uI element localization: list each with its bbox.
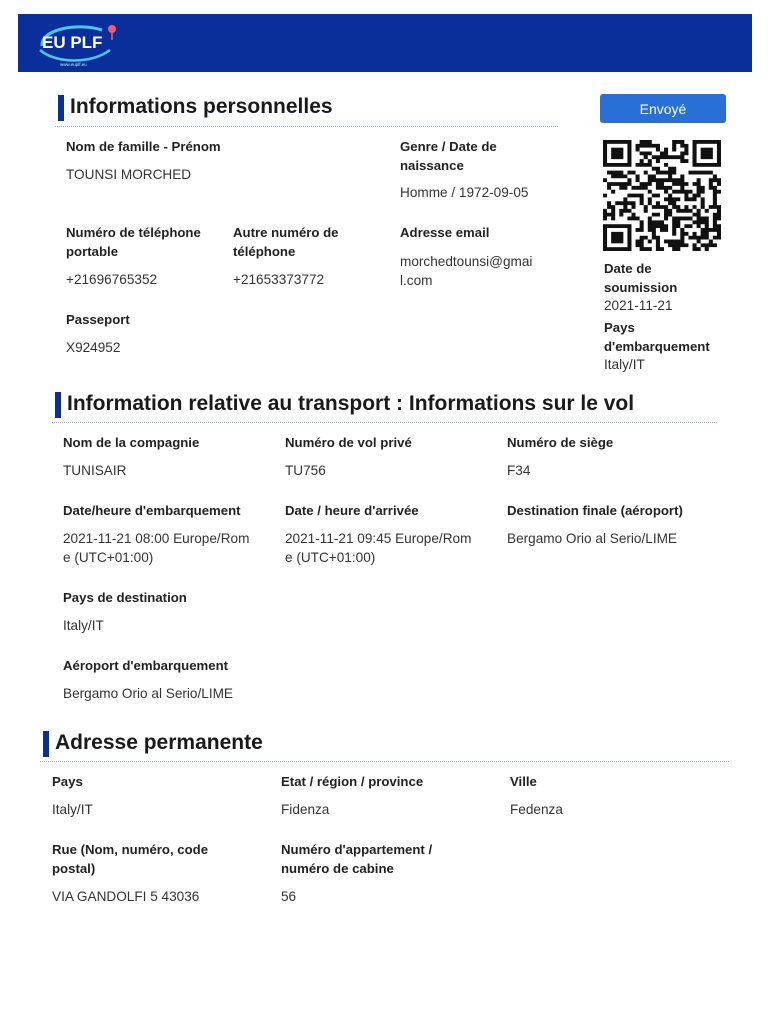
embark-airport-value: Bergamo Orio al Serio/LIME (63, 686, 233, 701)
company-label: Nom de la compagnie (63, 435, 200, 450)
flight-number-label: Numéro de vol privé (285, 435, 412, 450)
seat-label: Numéro de siège (507, 435, 614, 450)
embark-country-label: Pays d'embarquement (604, 320, 710, 354)
city-label: Ville (510, 774, 537, 789)
qr-finder-square (701, 148, 713, 159)
name-label: Nom de famille - Prénom (66, 139, 221, 154)
gender-label: Genre / Date de naissance (400, 139, 497, 173)
personal-section-title: Informations personnelles (70, 95, 333, 118)
header-bar (18, 14, 752, 72)
destination-country-label: Pays de destination (63, 590, 187, 605)
svg-text:www.euplf.eu: www.euplf.eu (60, 62, 87, 67)
submission-date-value: 2021-11-21 (604, 298, 673, 313)
departure-label: Date/heure d'embarquement (63, 503, 241, 518)
submission-date-label: Date de soumission (604, 261, 678, 295)
address-country-label: Pays (52, 774, 83, 789)
address-section-title: Adresse permanente (55, 731, 263, 754)
final-destination-value: Bergamo Orio al Serio/LIME (507, 531, 677, 546)
email-label: Adresse email (400, 225, 490, 240)
city-value: Fedenza (510, 802, 563, 817)
section-marker (43, 731, 49, 757)
arrival-label: Date / heure d'arrivée (285, 503, 419, 518)
other-phone-label: Autre numéro de téléphone (233, 225, 339, 259)
divider (55, 126, 558, 127)
company-value: TUNISAIR (63, 463, 127, 478)
gender-value: Homme / 1972-09-05 (400, 185, 529, 200)
flight-number-value: TU756 (285, 463, 326, 478)
qr-code-icon (603, 140, 721, 251)
other-phone-value: +21653373772 (233, 272, 325, 287)
state-value: Fidenza (281, 802, 330, 817)
arrival-value: 2021-11-21 09:45 Europe/Rom e (UTC+01:00) (285, 531, 472, 565)
apartment-label: Numéro d'appartement / numéro de cabine (281, 842, 433, 876)
embark-country-value: Italy/IT (604, 357, 645, 372)
embark-airport-label: Aéroport d'embarquement (63, 658, 229, 673)
passport-label: Passeport (66, 312, 130, 327)
destination-country-value: Italy/IT (63, 618, 104, 633)
name-value: TOUNSI MORCHED (66, 167, 192, 182)
qr-finder-square (611, 232, 623, 243)
divider (52, 422, 717, 423)
street-label: Rue (Nom, numéro, code postal) (52, 842, 209, 876)
status-badge: Envoyé (600, 94, 726, 123)
section-marker (55, 392, 61, 418)
transport-section-title: Information relative au transport : Informations sur le vol (67, 392, 635, 415)
qr-finder-square (611, 148, 623, 159)
section-marker (58, 95, 64, 121)
final-destination-label: Destination finale (aéroport) (507, 503, 683, 518)
address-country-value: Italy/IT (52, 802, 93, 817)
apartment-value: 56 (281, 889, 297, 904)
seat-value: F34 (507, 463, 531, 478)
mobile-value: +21696765352 (66, 272, 158, 287)
state-label: Etat / région / province (281, 774, 424, 789)
passport-value: X924952 (66, 340, 121, 355)
email-value: morchedtounsi@gmai l.com (400, 254, 533, 288)
divider (40, 761, 729, 762)
mobile-label: Numéro de téléphone portable (66, 225, 201, 259)
eu-plf-logo (36, 20, 118, 68)
svg-text:EU PLF: EU PLF (42, 33, 103, 52)
street-value: VIA GANDOLFI 5 43036 (52, 889, 200, 904)
departure-value: 2021-11-21 08:00 Europe/Rom e (UTC+01:00) (63, 531, 250, 565)
